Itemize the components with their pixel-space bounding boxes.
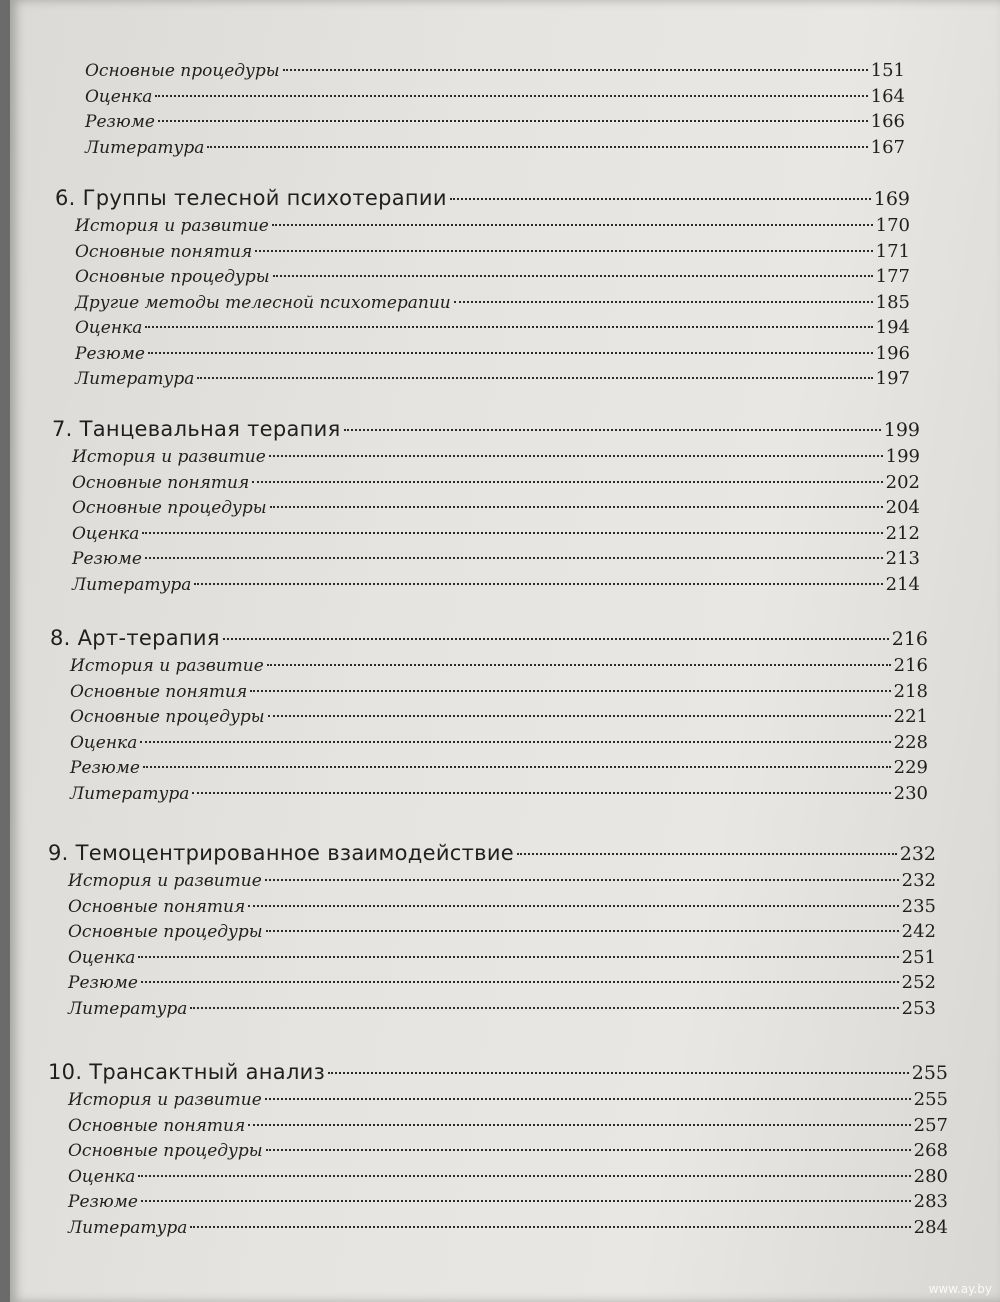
- dot-leader: [248, 1124, 910, 1126]
- toc-entry: [48, 970, 936, 996]
- dot-leader: [138, 956, 898, 958]
- toc-section: [52, 414, 920, 597]
- toc-entry-label: Основные понятия: [75, 241, 253, 262]
- page-number: 199: [883, 419, 920, 441]
- toc-entry-label: История и развитие: [70, 656, 264, 676]
- toc-entry: [48, 919, 936, 945]
- toc-entry-label: Основные понятия: [72, 472, 250, 493]
- dot-leader: [197, 377, 872, 379]
- page-number: 229: [893, 757, 928, 778]
- page-number: 284: [913, 1216, 948, 1238]
- page-number: 167: [870, 136, 905, 158]
- toc-entry: [55, 341, 910, 367]
- toc-entry-label: История и развитие: [72, 447, 266, 467]
- dot-leader: [450, 198, 871, 200]
- toc-entry-label: Резюме: [75, 343, 145, 364]
- dot-leader: [194, 583, 882, 585]
- page-number: 255: [913, 1089, 948, 1110]
- page-number: 185: [875, 291, 910, 313]
- dot-leader: [140, 741, 890, 743]
- watermark: www.ay.by: [928, 1282, 992, 1296]
- table-of-contents: [10, 0, 1000, 1302]
- toc-entry-label: Основные процедуры: [70, 707, 265, 727]
- dot-leader: [141, 1200, 911, 1202]
- page-number: 228: [893, 731, 928, 753]
- dot-leader: [267, 664, 891, 666]
- toc-entry-label: Основные процедуры: [68, 922, 263, 942]
- toc-entry: [48, 945, 936, 971]
- dot-leader: [266, 1149, 911, 1151]
- toc-entry-label: История и развитие: [75, 216, 269, 236]
- page-number: 280: [913, 1165, 948, 1187]
- page-number: 251: [901, 946, 936, 968]
- dot-leader: [143, 766, 891, 768]
- toc-entry: [48, 1189, 948, 1215]
- toc-entry: [65, 135, 905, 161]
- dot-leader: [158, 120, 868, 122]
- toc-entry-label: Основные процедуры: [85, 61, 280, 81]
- chapter-heading-label: 6. Группы телесной психотерапии: [55, 186, 447, 210]
- dot-leader: [207, 146, 867, 148]
- toc-entry-label: Основные процедуры: [68, 1141, 263, 1161]
- dot-leader: [252, 481, 882, 483]
- toc-entry: [52, 572, 920, 598]
- page-number: 216: [893, 655, 928, 676]
- toc-entry-label: Резюме: [68, 1192, 138, 1212]
- page-number: 216: [891, 628, 928, 650]
- page-number: 169: [873, 188, 910, 210]
- toc-entry: [55, 239, 910, 265]
- dot-leader: [265, 879, 899, 881]
- dot-leader: [145, 326, 872, 328]
- page-number: 202: [885, 471, 920, 493]
- toc-entry: [48, 1164, 948, 1190]
- toc-entry: [48, 1138, 948, 1164]
- dot-leader: [273, 275, 873, 277]
- toc-entry-label: Литература: [72, 574, 192, 595]
- page-number: 171: [875, 240, 910, 262]
- toc-entry-label: Оценка: [75, 318, 143, 338]
- toc-entry-label: Оценка: [85, 86, 153, 107]
- toc-entry-label: Резюме: [68, 973, 138, 993]
- page-number: 283: [913, 1191, 948, 1212]
- page-number: 212: [885, 522, 920, 544]
- dot-leader: [265, 1098, 911, 1100]
- page-number: 230: [893, 782, 928, 804]
- toc-entry-label: Оценка: [72, 523, 140, 544]
- dot-leader: [223, 638, 889, 640]
- toc-entry: [52, 495, 920, 521]
- dot-leader: [517, 853, 897, 855]
- page-number: 257: [913, 1114, 948, 1136]
- dot-leader: [250, 690, 890, 692]
- toc-entry-label: Оценка: [70, 732, 138, 753]
- toc-entry: [55, 315, 910, 341]
- page-number: 204: [885, 497, 920, 518]
- toc-entry-label: История и развитие: [68, 1090, 262, 1110]
- page-number: 196: [875, 342, 910, 364]
- toc-entry-label: Оценка: [68, 1166, 136, 1187]
- toc-entry: [48, 1215, 948, 1241]
- toc-section: [50, 623, 928, 806]
- chapter-heading: [52, 414, 920, 444]
- toc-entry-label: Основные понятия: [70, 681, 248, 702]
- page-number: 253: [901, 997, 936, 1019]
- page-number: 151: [870, 60, 905, 81]
- dot-leader: [141, 981, 899, 983]
- chapter-heading: [55, 183, 910, 213]
- page-number: 213: [885, 548, 920, 569]
- page-number: 194: [875, 317, 910, 338]
- toc-entry: [48, 1087, 948, 1113]
- chapter-heading: [48, 838, 936, 868]
- dot-leader: [454, 301, 873, 303]
- toc-entry-label: История и развитие: [68, 871, 262, 891]
- dot-leader: [344, 429, 881, 431]
- toc-entry: [52, 444, 920, 470]
- dot-leader: [145, 557, 883, 559]
- toc-entry-label: Литература: [68, 1217, 188, 1238]
- page-number: 235: [901, 895, 936, 917]
- book-page: [10, 0, 1000, 1302]
- toc-entry: [55, 290, 910, 316]
- toc-entry: [65, 109, 905, 135]
- chapter-heading: [50, 623, 928, 653]
- page-number: 197: [875, 368, 910, 389]
- chapter-heading-label: 10. Трансактный анализ: [48, 1060, 326, 1084]
- page-number: 232: [901, 870, 936, 891]
- toc-entry-label: Литература: [75, 369, 195, 389]
- toc-entry-label: Основные понятия: [68, 896, 246, 917]
- chapter-heading-label: 7. Танцевальная терапия: [52, 417, 341, 441]
- toc-entry: [48, 996, 936, 1022]
- page-number: 221: [893, 706, 928, 727]
- toc-entry-label: Другие методы телесной психотерапии: [75, 292, 451, 313]
- page-number: 170: [875, 215, 910, 236]
- toc-entry: [55, 213, 910, 239]
- toc-entry-label: Основные процедуры: [72, 498, 267, 518]
- toc-entry: [50, 679, 928, 705]
- page-number: 177: [875, 266, 910, 287]
- dot-leader: [190, 1226, 910, 1228]
- page-number: 268: [913, 1140, 948, 1161]
- page-number: 166: [870, 111, 905, 132]
- chapter-heading-label: 9. Темоцентрированное взаимодействие: [48, 841, 514, 865]
- dot-leader: [148, 352, 873, 354]
- dot-leader: [138, 1175, 910, 1177]
- page-number: 199: [885, 446, 920, 467]
- chapter-heading-label: 8. Арт-терапия: [50, 626, 220, 650]
- toc-entry: [50, 730, 928, 756]
- dot-leader: [266, 930, 899, 932]
- dot-leader: [268, 715, 891, 717]
- page-number: 252: [901, 972, 936, 993]
- chapter-heading: [48, 1057, 948, 1087]
- toc-entry: [50, 781, 928, 807]
- toc-entry: [48, 868, 936, 894]
- toc-entry: [65, 84, 905, 110]
- toc-entry-label: Оценка: [68, 947, 136, 968]
- page-number: 214: [885, 573, 920, 595]
- toc-section: [48, 1057, 948, 1240]
- dot-leader: [328, 1072, 909, 1074]
- toc-entry: [50, 755, 928, 781]
- toc-entry-label: Литература: [85, 137, 205, 158]
- toc-entry: [55, 366, 910, 392]
- dot-leader: [248, 905, 898, 907]
- toc-section: [48, 838, 936, 1021]
- page-number: 164: [870, 85, 905, 107]
- toc-entry: [55, 264, 910, 290]
- page-number: 242: [901, 921, 936, 942]
- dot-leader: [142, 532, 882, 534]
- toc-entry: [65, 58, 905, 84]
- toc-entry: [50, 704, 928, 730]
- dot-leader: [192, 792, 890, 794]
- dot-leader: [283, 69, 868, 71]
- toc-section: [65, 58, 905, 160]
- dot-leader: [270, 506, 883, 508]
- toc-entry-label: Литература: [70, 783, 190, 804]
- page-number: 255: [911, 1062, 948, 1084]
- toc-entry-label: Основные процедуры: [75, 267, 270, 287]
- dot-leader: [272, 224, 873, 226]
- toc-entry: [52, 546, 920, 572]
- toc-entry: [48, 1113, 948, 1139]
- toc-entry-label: Резюме: [72, 549, 142, 569]
- toc-entry: [52, 470, 920, 496]
- dot-leader: [255, 250, 872, 252]
- dot-leader: [155, 95, 867, 97]
- toc-entry-label: Литература: [68, 998, 188, 1019]
- toc-section: [55, 183, 910, 392]
- toc-entry: [52, 521, 920, 547]
- toc-entry: [50, 653, 928, 679]
- dot-leader: [269, 455, 883, 457]
- dot-leader: [190, 1007, 898, 1009]
- toc-entry: [48, 894, 936, 920]
- toc-entry-label: Резюме: [70, 758, 140, 778]
- toc-entry-label: Резюме: [85, 112, 155, 132]
- toc-entry-label: Основные понятия: [68, 1115, 246, 1136]
- page-number: 218: [893, 680, 928, 702]
- page-number: 232: [899, 843, 936, 865]
